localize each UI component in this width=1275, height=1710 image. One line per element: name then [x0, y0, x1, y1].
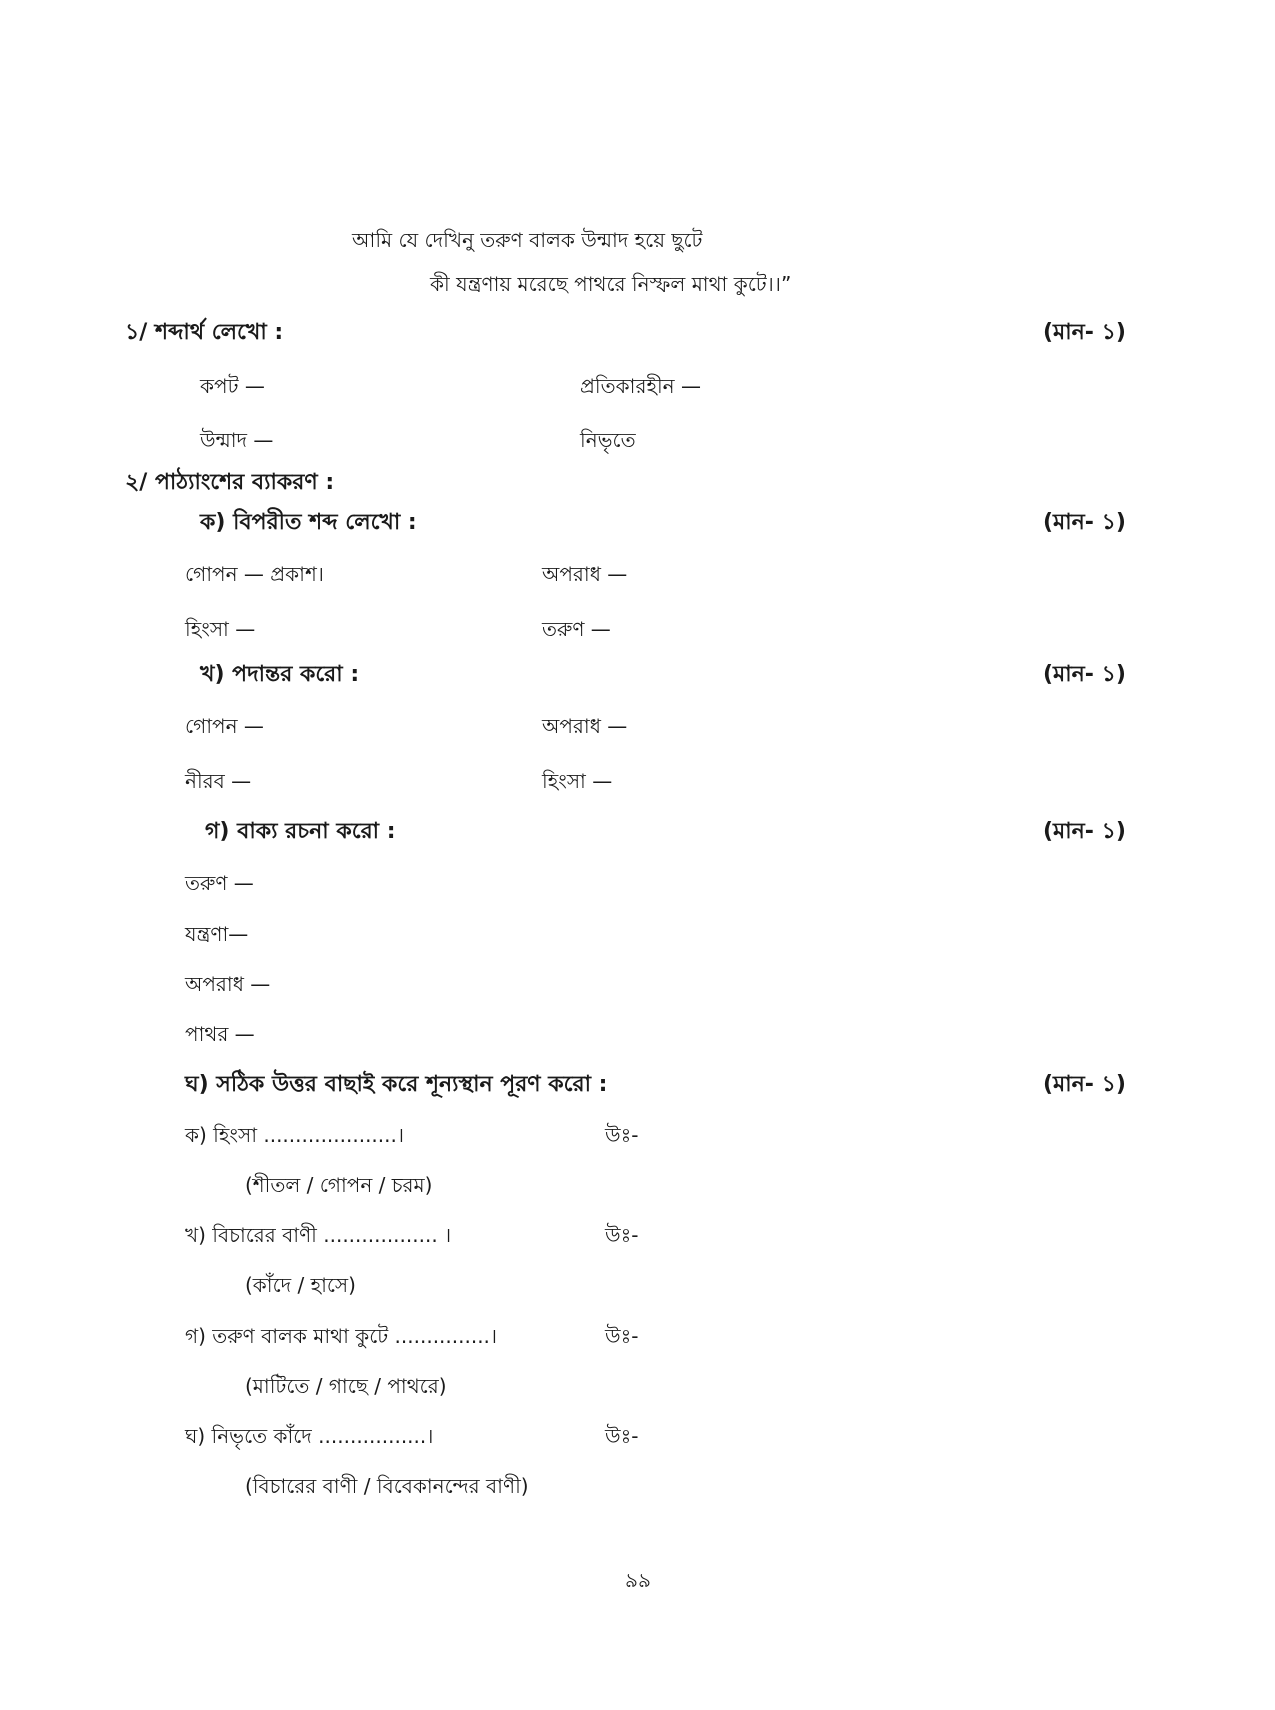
q2-gha-options-4: (বিচারের বাণী / বিবেকানন্দের বাণী)	[245, 1474, 529, 1498]
q2-kha-item-1: গোপন —	[185, 714, 264, 738]
q2-gha-question-2: খ) বিচারের বাণী .................. ।	[185, 1223, 452, 1247]
q2-kha-item-2: অপরাধ —	[542, 714, 628, 738]
q2-gha-options-2: (কাঁদে / হাসে)	[245, 1273, 356, 1297]
q2-gha-mark: (মান- ১)	[1043, 1072, 1126, 1097]
q2-kha-heading: খ) পদান্তর করো :	[200, 662, 360, 687]
q2-ka-item-3: হিংসা —	[185, 617, 256, 641]
q2-gha-options-1: (শীতল / গোপন / চরম)	[245, 1173, 433, 1197]
q1-item-2: প্রতিকারহীন —	[580, 374, 701, 398]
q2-ka-mark: (মান- ১)	[1043, 510, 1126, 535]
q2-ga-item-3: অপরাধ —	[185, 972, 271, 996]
q2-gha-answer-4: উঃ-	[605, 1424, 639, 1448]
q2-heading: ২/ পাঠ্যাংশের ব্যাকরণ :	[125, 470, 335, 495]
q2-ka-item-2: অপরাধ —	[542, 562, 628, 586]
poem-line-1: আমি যে দেখিনু তরুণ বালক উন্মাদ হয়ে ছুটে	[352, 228, 703, 252]
q2-gha-question-3: গ) তরুণ বালক মাথা কুটে ...............।	[185, 1324, 498, 1348]
q2-gha-answer-2: উঃ-	[605, 1223, 639, 1247]
q2-ga-heading: গ) বাক্য রচনা করো :	[205, 819, 396, 844]
q1-heading: ১/ শব্দার্থ লেখো :	[125, 320, 284, 345]
q2-gha-options-3: (মাটিতে / গাছে / পাথরে)	[245, 1374, 447, 1398]
q2-gha-answer-3: উঃ-	[605, 1324, 639, 1348]
q2-gha-question-4: ঘ) নিভৃতে কাঁদে .................।	[185, 1424, 434, 1448]
q2-kha-item-4: হিংসা —	[542, 769, 613, 793]
q2-ga-item-4: পাথর —	[185, 1022, 255, 1046]
q2-ga-mark: (মান- ১)	[1043, 819, 1126, 844]
q2-gha-answer-1: উঃ-	[605, 1123, 639, 1147]
q2-gha-question-1: ক) হিংসা .....................।	[185, 1123, 405, 1147]
poem-line-2: কী যন্ত্রণায় মরেছে পাথরে নিস্ফল মাথা কুটে।।”	[430, 272, 792, 296]
page-number: ৯৯	[625, 1568, 651, 1592]
q1-item-3: উন্মাদ —	[200, 428, 274, 452]
q2-ga-item-2: যন্ত্রণা—	[185, 922, 249, 946]
q1-item-4: নিভৃতে	[580, 428, 636, 452]
q2-ka-item-1: গোপন — প্রকাশ।	[185, 562, 324, 586]
q1-item-1: কপট —	[200, 374, 265, 398]
q2-ka-heading: ক) বিপরীত শব্দ লেখো :	[200, 510, 417, 535]
q2-gha-heading: ঘ) সঠিক উত্তর বাছাই করে শূন্যস্থান পূরণ করো :	[185, 1072, 608, 1097]
q1-mark: (মান- ১)	[1043, 320, 1126, 345]
q2-kha-mark: (মান- ১)	[1043, 662, 1126, 687]
q2-ga-item-1: তরুণ —	[185, 871, 254, 895]
q2-ka-item-4: তরুণ —	[542, 617, 611, 641]
q2-kha-item-3: নীরব —	[185, 769, 252, 793]
